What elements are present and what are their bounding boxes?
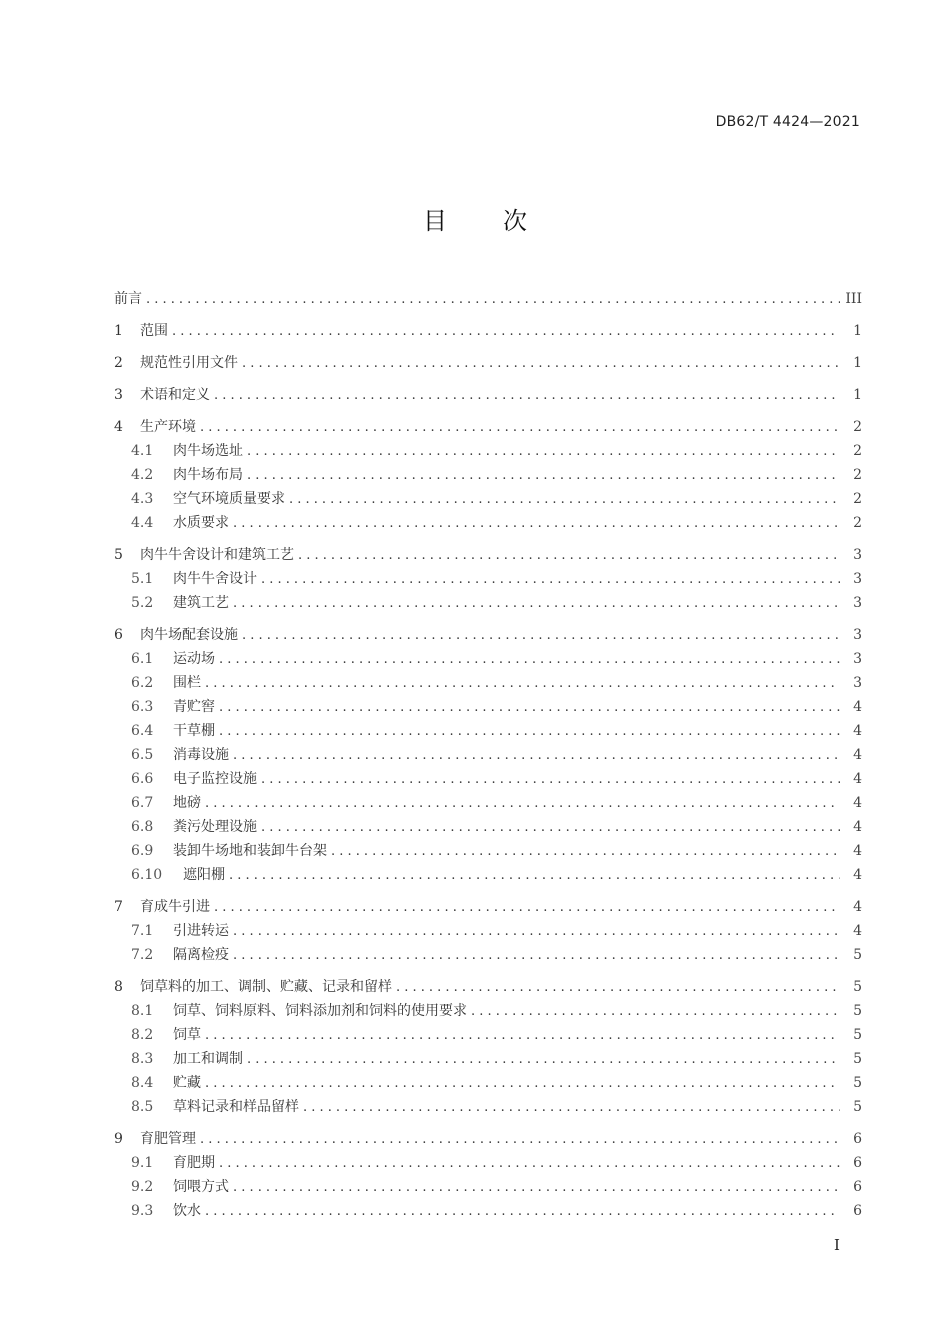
toc-entry-number: 6.4 <box>131 723 154 739</box>
toc-entry[interactable] <box>114 1127 862 1151</box>
toc-entry-number: 7.1 <box>131 923 154 939</box>
toc-entry[interactable] <box>114 351 862 375</box>
dot-leader <box>205 672 840 696</box>
toc-entry-number: 8.1 <box>131 1003 154 1019</box>
toc-entry-page: 4 <box>853 899 862 915</box>
page-title-char: 次 <box>503 207 527 235</box>
toc-entry[interactable] <box>114 623 862 647</box>
toc-entry-label: 运动场 <box>173 651 215 667</box>
toc-entry-label: 育肥期 <box>173 1155 215 1171</box>
dot-leader <box>242 352 840 376</box>
toc-entry-label: 遮阳棚 <box>183 867 225 883</box>
toc-entry-page: 5 <box>853 947 862 963</box>
dot-leader <box>396 976 840 1000</box>
toc-entry-label: 范围 <box>140 323 168 339</box>
dot-leader <box>289 488 840 512</box>
toc-entry[interactable] <box>114 839 862 863</box>
toc-entry[interactable] <box>114 943 862 967</box>
toc-entry-page: 1 <box>853 387 862 403</box>
toc-entry-page: 3 <box>853 627 862 643</box>
toc-entry-number: 5.2 <box>131 595 154 611</box>
toc-entry[interactable] <box>114 743 862 767</box>
toc-entry-number: 5.1 <box>131 571 154 587</box>
toc-entry-page: 2 <box>853 419 862 435</box>
toc-entry-number: 6.9 <box>131 843 154 859</box>
toc-entry-number: 6.1 <box>131 651 154 667</box>
toc-entry-page: 3 <box>853 571 862 587</box>
toc-entry-label: 草料记录和样品留样 <box>173 1099 299 1115</box>
dot-leader <box>219 1152 840 1176</box>
dot-leader <box>331 840 840 864</box>
dot-leader <box>229 864 840 888</box>
toc-entry-page: 6 <box>853 1131 862 1147</box>
toc-entry-label: 饲草、饲料原料、饲料添加剂和饲料的使用要求 <box>173 1003 467 1019</box>
toc-entry-number: 5 <box>114 547 123 563</box>
toc-entry-page: 2 <box>853 467 862 483</box>
dot-leader <box>205 1024 840 1048</box>
toc-entry-page: 4 <box>853 867 862 883</box>
toc-entry-page: 2 <box>853 515 862 531</box>
toc-entry-page: 3 <box>853 547 862 563</box>
dot-leader <box>205 1072 840 1096</box>
dot-leader <box>214 384 840 408</box>
dot-leader <box>172 320 840 344</box>
toc-entry-page: 6 <box>853 1179 862 1195</box>
dot-leader <box>247 1048 840 1072</box>
table-of-contents <box>114 287 862 1223</box>
dot-leader <box>261 768 840 792</box>
toc-entry-page: 3 <box>853 651 862 667</box>
toc-entry[interactable] <box>114 975 862 999</box>
toc-entry-number: 8.5 <box>131 1099 154 1115</box>
toc-entry-number: 8 <box>114 979 123 995</box>
toc-entry-page: 4 <box>853 699 862 715</box>
toc-entry-number: 7 <box>114 899 123 915</box>
page-title <box>0 201 950 236</box>
toc-entry-number: 6.2 <box>131 675 154 691</box>
toc-entry-label: 肉牛牛舍设计 <box>173 571 257 587</box>
toc-entry-number: 6.3 <box>131 699 154 715</box>
toc-entry-number: 6.5 <box>131 747 154 763</box>
dot-leader <box>205 792 840 816</box>
dot-leader <box>247 464 840 488</box>
toc-entry[interactable] <box>114 815 862 839</box>
toc-entry[interactable] <box>114 511 862 535</box>
toc-entry-page: 5 <box>853 979 862 995</box>
toc-entry-number: 8.4 <box>131 1075 154 1091</box>
toc-entry-label: 饲草 <box>173 1027 201 1043</box>
dot-leader <box>242 624 840 648</box>
dot-leader <box>233 744 840 768</box>
toc-entry-page: 5 <box>853 1051 862 1067</box>
toc-entry-label: 饮水 <box>173 1203 201 1219</box>
toc-entry-label: 加工和调制 <box>173 1051 243 1067</box>
toc-entry[interactable] <box>114 1071 862 1095</box>
dot-leader <box>233 944 840 968</box>
toc-entry-page: 6 <box>853 1203 862 1219</box>
toc-entry-label: 肉牛牛舍设计和建筑工艺 <box>140 547 294 563</box>
toc-entry-label: 引进转运 <box>173 923 229 939</box>
dot-leader <box>233 592 840 616</box>
dot-leader <box>261 568 840 592</box>
toc-entry-label: 肉牛场选址 <box>173 443 243 459</box>
toc-entry-label: 肉牛场配套设施 <box>140 627 238 643</box>
toc-entry[interactable] <box>114 671 862 695</box>
toc-entry-label: 建筑工艺 <box>173 595 229 611</box>
standard-code: DB62/T 4424—2021 <box>715 114 860 130</box>
toc-entry-number: 4.3 <box>131 491 154 507</box>
toc-entry-page: 1 <box>853 355 862 371</box>
dot-leader <box>233 1176 840 1200</box>
toc-entry-number: 4.1 <box>131 443 154 459</box>
toc-entry-page: 4 <box>853 843 862 859</box>
toc-entry-label: 水质要求 <box>173 515 229 531</box>
dot-leader <box>247 440 840 464</box>
toc-entry-number: 9.2 <box>131 1179 154 1195</box>
dot-leader <box>205 1200 840 1224</box>
toc-entry[interactable] <box>114 999 862 1023</box>
toc-entry-label: 空气环境质量要求 <box>173 491 285 507</box>
toc-entry-page: 5 <box>853 1003 862 1019</box>
toc-entry-page: 4 <box>853 723 862 739</box>
toc-entry-number: 2 <box>114 355 123 371</box>
toc-entry-label: 装卸牛场地和装卸牛台架 <box>173 843 327 859</box>
dot-leader <box>219 648 840 672</box>
toc-entry-number: 4.2 <box>131 467 154 483</box>
toc-entry-number: 8.2 <box>131 1027 154 1043</box>
toc-entry[interactable] <box>114 1175 862 1199</box>
toc-entry[interactable] <box>114 287 862 311</box>
dot-leader <box>233 512 840 536</box>
dot-leader <box>200 1128 840 1152</box>
toc-entry-label: 消毒设施 <box>173 747 229 763</box>
toc-entry-label: 饲草料的加工、调制、贮藏、记录和留样 <box>140 979 392 995</box>
dot-leader <box>298 544 840 568</box>
toc-entry[interactable] <box>114 863 862 887</box>
toc-entry[interactable] <box>114 647 862 671</box>
toc-entry-number: 6.6 <box>131 771 154 787</box>
dot-leader <box>261 816 840 840</box>
toc-entry-label: 青贮窖 <box>173 699 215 715</box>
toc-entry[interactable] <box>114 919 862 943</box>
dot-leader <box>303 1096 840 1120</box>
toc-entry-number: 9.1 <box>131 1155 154 1171</box>
toc-entry[interactable] <box>114 415 862 439</box>
toc-entry[interactable] <box>114 319 862 343</box>
toc-entry-number: 6.8 <box>131 819 154 835</box>
toc-entry-label: 前言 <box>114 291 142 307</box>
toc-entry-label: 育成牛引进 <box>140 899 210 915</box>
toc-entry[interactable] <box>114 487 862 511</box>
toc-entry-page: 2 <box>853 491 862 507</box>
toc-entry-page: 5 <box>853 1027 862 1043</box>
toc-entry-label: 粪污处理设施 <box>173 819 257 835</box>
dot-leader <box>471 1000 840 1024</box>
toc-entry[interactable] <box>114 1199 862 1223</box>
toc-entry-number: 1 <box>114 323 123 339</box>
toc-entry-page: 4 <box>853 771 862 787</box>
toc-entry-label: 育肥管理 <box>140 1131 196 1147</box>
toc-entry-number: 8.3 <box>131 1051 154 1067</box>
toc-entry-label: 地磅 <box>173 795 201 811</box>
dot-leader <box>233 920 840 944</box>
toc-entry-label: 贮藏 <box>173 1075 201 1091</box>
dot-leader <box>219 696 840 720</box>
toc-entry[interactable] <box>114 719 862 743</box>
toc-entry-page: 6 <box>853 1155 862 1171</box>
page-number: I <box>834 1236 840 1254</box>
toc-entry-page: 1 <box>853 323 862 339</box>
toc-entry-label: 围栏 <box>173 675 201 691</box>
toc-entry[interactable] <box>114 895 862 919</box>
toc-entry[interactable] <box>114 1023 862 1047</box>
dot-leader <box>146 288 840 312</box>
toc-entry-number: 6.10 <box>131 867 163 883</box>
toc-entry-page: 3 <box>853 595 862 611</box>
toc-entry-label: 电子监控设施 <box>173 771 257 787</box>
toc-entry[interactable] <box>114 543 862 567</box>
toc-entry[interactable] <box>114 567 862 591</box>
toc-entry[interactable] <box>114 1095 862 1119</box>
toc-entry-number: 4.4 <box>131 515 154 531</box>
toc-entry-label: 术语和定义 <box>140 387 210 403</box>
toc-entry-page: 5 <box>853 1075 862 1091</box>
toc-entry-page: 4 <box>853 923 862 939</box>
dot-leader <box>214 896 840 920</box>
toc-entry[interactable] <box>114 591 862 615</box>
dot-leader <box>219 720 840 744</box>
toc-entry[interactable] <box>114 695 862 719</box>
page-title-char: 目 <box>423 207 447 235</box>
toc-entry[interactable] <box>114 463 862 487</box>
toc-entry-number: 9 <box>114 1131 123 1147</box>
toc-entry-label: 饲喂方式 <box>173 1179 229 1195</box>
toc-entry[interactable] <box>114 439 862 463</box>
toc-entry-number: 6 <box>114 627 123 643</box>
toc-entry-page: 5 <box>853 1099 862 1115</box>
toc-entry-page: 4 <box>853 747 862 763</box>
toc-entry-label: 规范性引用文件 <box>140 355 238 371</box>
toc-entry-page: 3 <box>853 675 862 691</box>
toc-entry-number: 3 <box>114 387 123 403</box>
toc-entry-label: 隔离检疫 <box>173 947 229 963</box>
toc-entry-page: 4 <box>853 819 862 835</box>
toc-entry[interactable] <box>114 767 862 791</box>
toc-entry-label: 干草棚 <box>173 723 215 739</box>
toc-entry-page: III <box>845 291 862 307</box>
toc-entry[interactable] <box>114 1047 862 1071</box>
toc-entry-number: 4 <box>114 419 123 435</box>
toc-entry-number: 9.3 <box>131 1203 154 1219</box>
toc-entry[interactable] <box>114 791 862 815</box>
toc-entry-number: 7.2 <box>131 947 154 963</box>
dot-leader <box>200 416 840 440</box>
toc-entry-page: 4 <box>853 795 862 811</box>
toc-entry-label: 生产环境 <box>140 419 196 435</box>
toc-entry-label: 肉牛场布局 <box>173 467 243 483</box>
toc-entry[interactable] <box>114 383 862 407</box>
toc-entry-page: 2 <box>853 443 862 459</box>
toc-entry[interactable] <box>114 1151 862 1175</box>
toc-entry-number: 6.7 <box>131 795 154 811</box>
